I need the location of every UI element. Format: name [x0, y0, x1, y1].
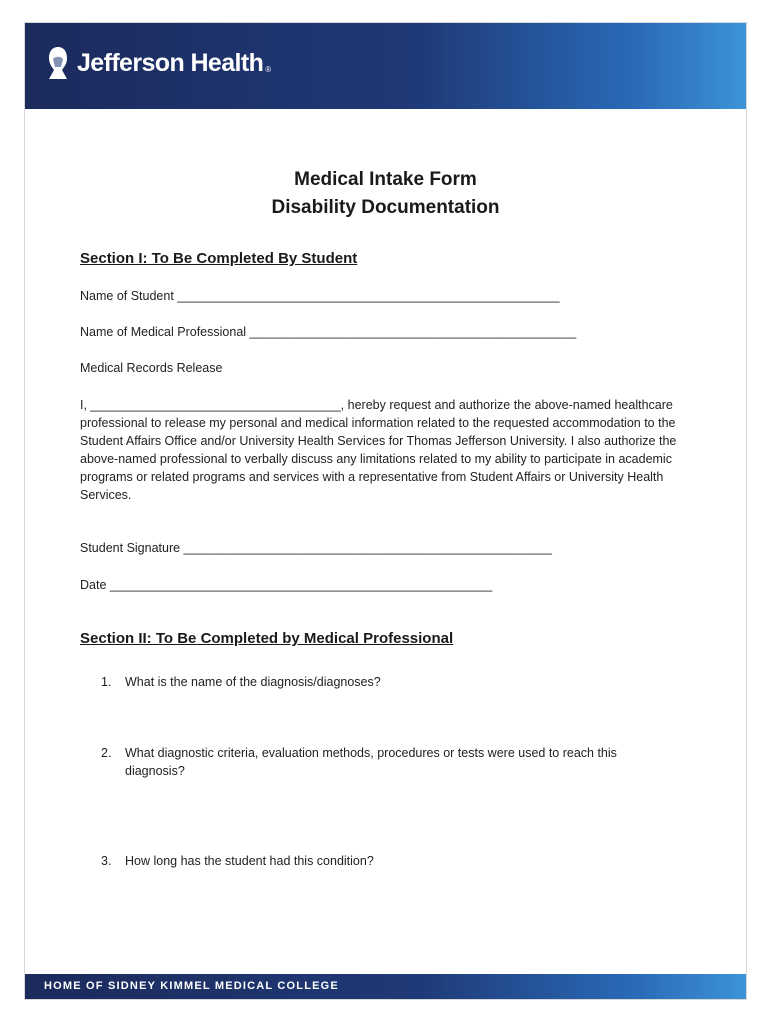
- registered-mark: ®: [265, 64, 272, 74]
- records-release-label: Medical Records Release: [80, 361, 223, 375]
- student-name-field[interactable]: Name of Student _______________________________________________________: [80, 289, 560, 303]
- question-text: How long has the student had this condition?: [125, 854, 374, 868]
- footer-text: HOME OF SIDNEY KIMMEL MEDICAL COLLEGE: [44, 980, 339, 992]
- brand-name: Jefferson Health: [77, 48, 264, 77]
- question-number: 1.: [101, 675, 112, 689]
- brand-logo: [45, 45, 271, 81]
- question-number: 2.: [101, 746, 112, 760]
- form-subtitle: Disability Documentation: [271, 197, 500, 218]
- question-text: What is the name of the diagnosis/diagnoses?: [125, 675, 381, 689]
- header-banner: [25, 23, 746, 109]
- section-1-heading: Section I: To Be Completed By Student: [80, 250, 358, 267]
- student-signature-field[interactable]: Student Signature _____________________________________________________: [80, 541, 552, 555]
- question-2: [101, 744, 671, 780]
- release-authorization-paragraph: I, ____________________________________, hereby request and authorize the above-named healthcare professional to release my personal and medical information related to the requested accommodation to the Student Affairs Office and/or University Health Services for Thomas Jefferson University. I also authorize the above-named professional to verbally discuss any limitations related to my ability to participate in academic programs or related programs and services with a representative from Student Affairs or University Health Services.: [80, 398, 677, 502]
- form-title: Medical Intake Form: [294, 169, 477, 190]
- question-text: What diagnostic criteria, evaluation methods, procedures or tests were used to reach this diagnosis?: [125, 746, 617, 778]
- document-page: [24, 22, 747, 1000]
- question-1: [101, 673, 671, 691]
- question-3: [101, 852, 671, 870]
- date-field[interactable]: Date _______________________________________________________: [80, 578, 493, 592]
- jefferson-shield-logo-icon: [45, 45, 71, 81]
- section-2-heading: Section II: To Be Completed by Medical Professional: [80, 630, 454, 647]
- question-number: 3.: [101, 854, 112, 868]
- footer-banner: [25, 974, 746, 999]
- medical-professional-name-field[interactable]: Name of Medical Professional _______________________________________________: [80, 325, 577, 339]
